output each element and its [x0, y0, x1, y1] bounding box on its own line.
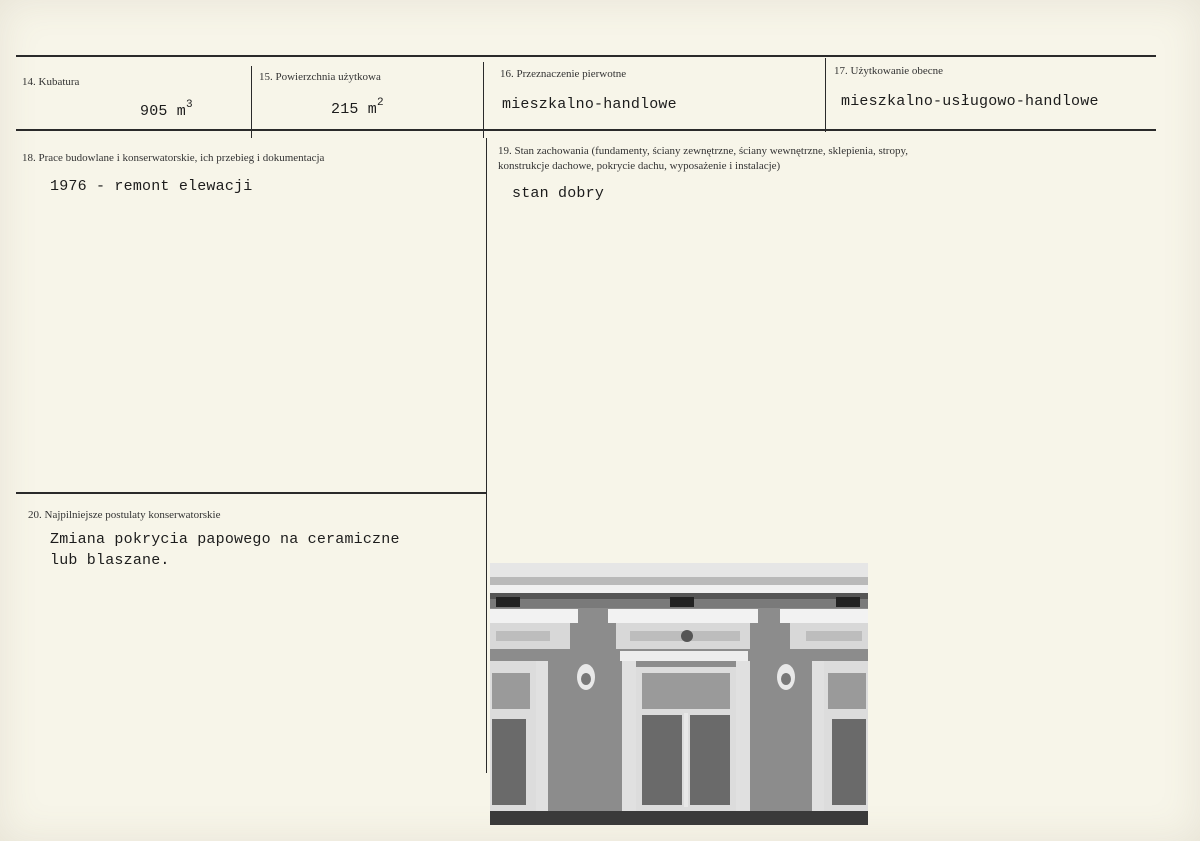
divider-16-17 — [825, 58, 826, 132]
kubatura-value: 905 $m^3$ — [140, 99, 193, 120]
field18-bottom-rule — [16, 492, 486, 494]
stan-label-line2: konstrukcje dachowe, pokrycie dachu, wyposażenie i instalacje) — [498, 160, 781, 172]
postulaty-value-line1: Zmiana pokrycia papowego na ceramiczne — [50, 531, 400, 548]
facade-photo — [490, 563, 868, 825]
postulaty-value-line2: lub blaszane. — [50, 552, 170, 569]
prace-value: 1976 - remont elewacji — [50, 178, 253, 195]
kubatura-label: 14. Kubatura — [22, 76, 80, 88]
divider-15-16 — [483, 62, 484, 138]
powierzchnia-value: 215 $m^2$ — [331, 97, 384, 118]
przeznaczenie-label: 16. Przeznaczenie pierwotne — [500, 68, 627, 80]
divider-left-right — [486, 138, 487, 773]
top-rule — [16, 55, 1156, 57]
postulaty-label: 20. Najpilniejsze postulaty konserwatorskie — [28, 509, 221, 521]
divider-14-15 — [251, 66, 252, 138]
uzytkowanie-value: mieszkalno-usługowo-handlowe — [841, 93, 1099, 110]
przeznaczenie-value: mieszkalno-handlowe — [502, 96, 677, 113]
facade-image — [490, 563, 868, 825]
powierzchnia-label: 15. Powierzchnia użytkowa — [259, 71, 381, 83]
stan-label-line1: 19. Stan zachowania (fundamenty, ściany zewnętrzne, ściany wewnętrzne, sklepienia, stropy, — [498, 145, 909, 157]
stan-value: stan dobry — [512, 185, 605, 202]
uzytkowanie-label: 17. Użytkowanie obecne — [834, 65, 944, 77]
prace-label: 18. Prace budowlane i konserwatorskie, ich przebieg i dokumentacja — [22, 152, 325, 164]
row1-bottom-rule — [16, 129, 1156, 131]
